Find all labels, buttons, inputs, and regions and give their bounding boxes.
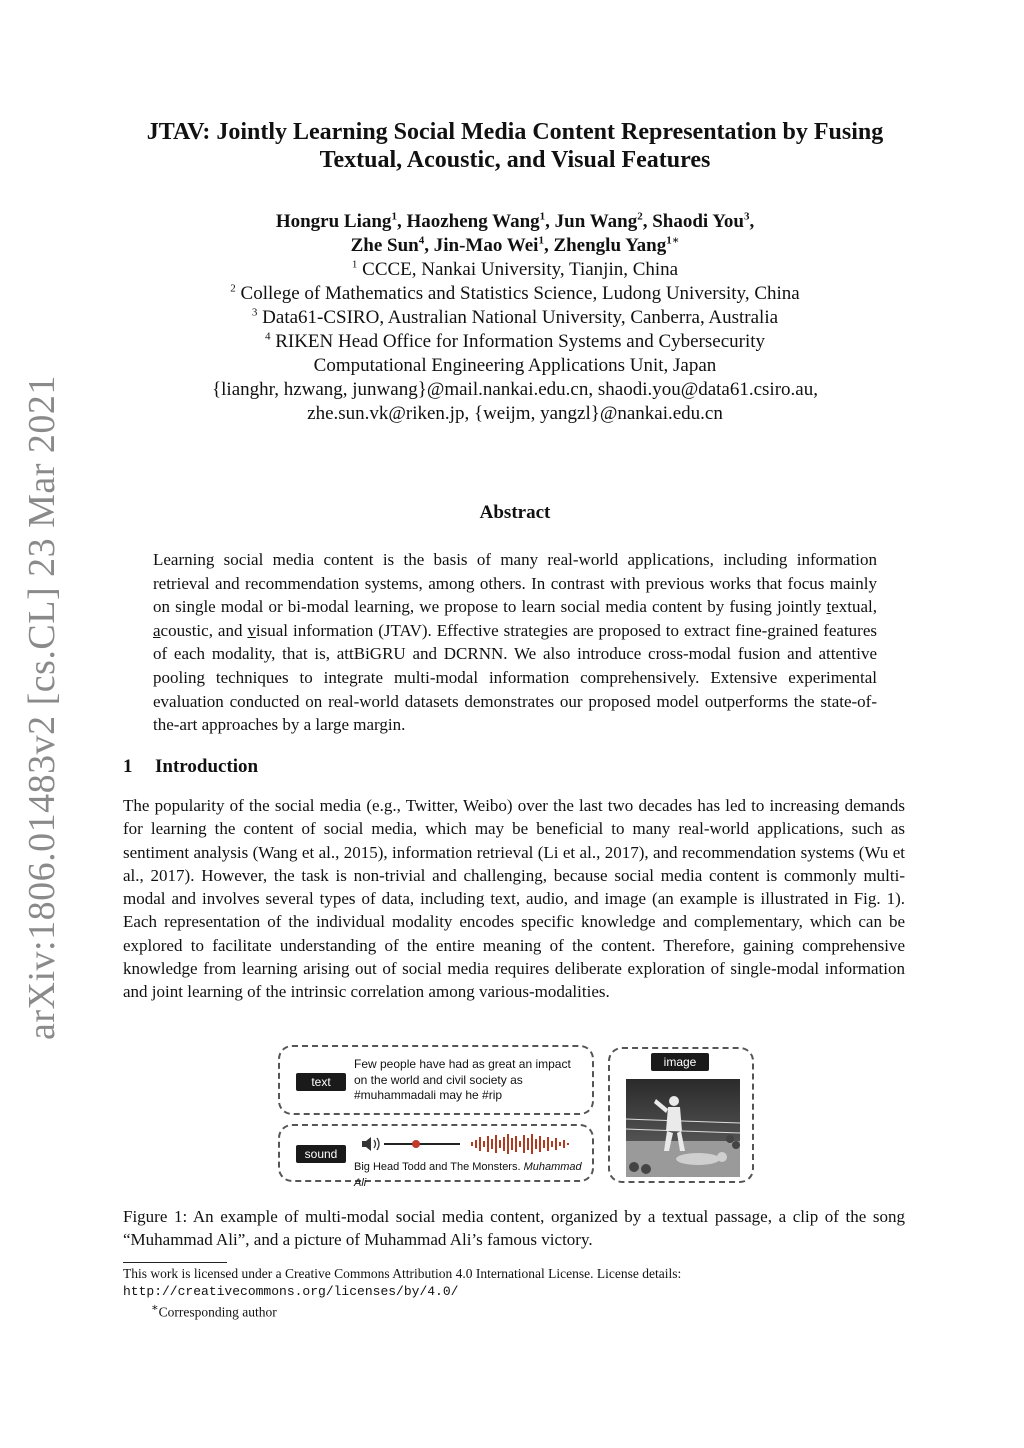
- waveform: [472, 1134, 568, 1154]
- affiliation: $^1$ CCCE, Nankai University, Tianjin, China: [351, 258, 679, 280]
- author: Hongru Liang: [275, 211, 392, 232]
- intro-paragraph: The popularity of the social media (e.g., Twitter, Weibo) over the last two decades has led to increasing demands for learning the content of social media, which may be beneficial to many real-world applications, such as sentiment analysis (Wang et al., 2015), information retrieval (Li et al., 2017), and recommendation systems (Wu et al., 2017). However, the task is non-trivial and challenging, because social media content is commonly multi-modal and involves several types of data, including text, audio, and image (an example is illustrated in Fig. 1). Each representation of the individual modality encodes specific knowledge and complementary, which can be explored to facilitate understanding of the entire meaning of the content. Therefore, gaining comprehensive knowledge from learning arising out of social media requires deliberate exploration of single-modal information and joint learning of the intrinsic correlation among various-modalities.: [123, 796, 905, 1002]
- section-number: 1: [123, 756, 133, 777]
- corresponding-note: ∗Corresponding author: [151, 1302, 277, 1320]
- license-note: This work is licensed under a Creative Commons Attribution 4.0 International License. License details: http://creativecommons.org/licenses/by/4.0/: [123, 1266, 682, 1299]
- boxing-photo: [626, 1079, 740, 1177]
- author-names-line-2: Zhe Sun$^4$, Jin-Mao Wei$^1$, Zhenglu Yang$^{1∗}$: [350, 234, 680, 256]
- section-title: Introduction: [155, 756, 259, 777]
- author: Zhe Sun: [350, 235, 419, 256]
- email-line-1: {lianghr, hzwang, junwang}@mail.nankai.edu.cn, shaodi.you@data61.csiro.au,: [212, 379, 818, 400]
- email-line-2: zhe.sun.vk@riken.jp, {weijm, yangzl}@nankai.edu.cn: [307, 403, 723, 424]
- speaker-icon: [362, 1137, 379, 1151]
- figure-1: [278, 1045, 756, 1189]
- footnote-block: [123, 1265, 763, 1321]
- affiliation: $^4$ RIKEN Head Office for Information Systems and Cybersecurity: [264, 330, 766, 352]
- song-credit: Big Head Todd and The Monsters. Muhammad Ali: [354, 1161, 582, 1189]
- text-tag: text: [296, 1073, 346, 1091]
- tweet-text: Few people have had as great an impact on the world and civil society as #muhammadali may he #rip: [354, 1057, 571, 1102]
- author: Jun Wang: [554, 211, 638, 232]
- abstract-body: Learning social media content is the basis of many real-world applications, including information retrieval and recommendation systems, among others. In contrast with previous works that focus mainly on single modal or bi-modal learning, we propose to learn social media content by fusing jointly textual, acoustic, and visual information (JTAV). Effective strategies are proposed to extract fine-grained features of each modality, that is, attBiGRU and DCRNN. We also introduce cross-modal fusion and attentive pooling techniques to integrate multi-modal information comprehensively. Extensive experimental evaluation conducted on real-world datasets demonstrates our proposed model outperforms the state-of-the-art approaches by a large margin.: [153, 550, 878, 735]
- author-names-line-1: Hongru Liang$^1$, Haozheng Wang$^1$, Jun Wang$^2$, Shaodi You$^3$,: [275, 210, 755, 232]
- author: Haozheng Wang: [406, 211, 540, 232]
- abstract-heading: Abstract: [479, 502, 551, 523]
- image-panel: [608, 1047, 754, 1183]
- arxiv-stamp: arXiv:1806.01483v2 [cs.CL] 23 Mar 2021: [21, 375, 63, 1040]
- author: Zhenglu Yang: [553, 235, 667, 256]
- footnote-divider: [123, 1262, 227, 1263]
- title-line-1: JTAV: Jointly Learning Social Media Content Representation by Fusing: [146, 119, 884, 145]
- figure-caption: Figure 1: An example of multi-modal social media content, organized by a textual passage, a clip of the song “Muhammad Ali”, and a picture of Muhammad Ali’s famous victory.: [123, 1207, 905, 1249]
- affiliation: $^2$ College of Mathematics and Statistics Science, Ludong University, China: [230, 282, 800, 304]
- audio-player: [360, 1132, 582, 1156]
- affiliation-extra: Computational Engineering Applications Unit, Japan: [313, 355, 717, 376]
- license-url[interactable]: http://creativecommons.org/licenses/by/4.0/: [123, 1284, 459, 1299]
- section-heading: [123, 756, 258, 778]
- sound-tag: sound: [296, 1145, 346, 1163]
- paper-title: [110, 118, 920, 174]
- seek-handle: [412, 1140, 420, 1148]
- author: Shaodi You: [652, 211, 744, 232]
- title-line-2: Textual, Acoustic, and Visual Features: [319, 147, 711, 173]
- image-tag: image: [651, 1053, 709, 1071]
- author: Jin-Mao Wei: [433, 235, 539, 256]
- text-panel: [278, 1045, 594, 1115]
- affiliation: $^3$ Data61-CSIRO, Australian National University, Canberra, Australia: [251, 306, 779, 328]
- author-block: [110, 210, 920, 426]
- sound-panel: [278, 1124, 594, 1189]
